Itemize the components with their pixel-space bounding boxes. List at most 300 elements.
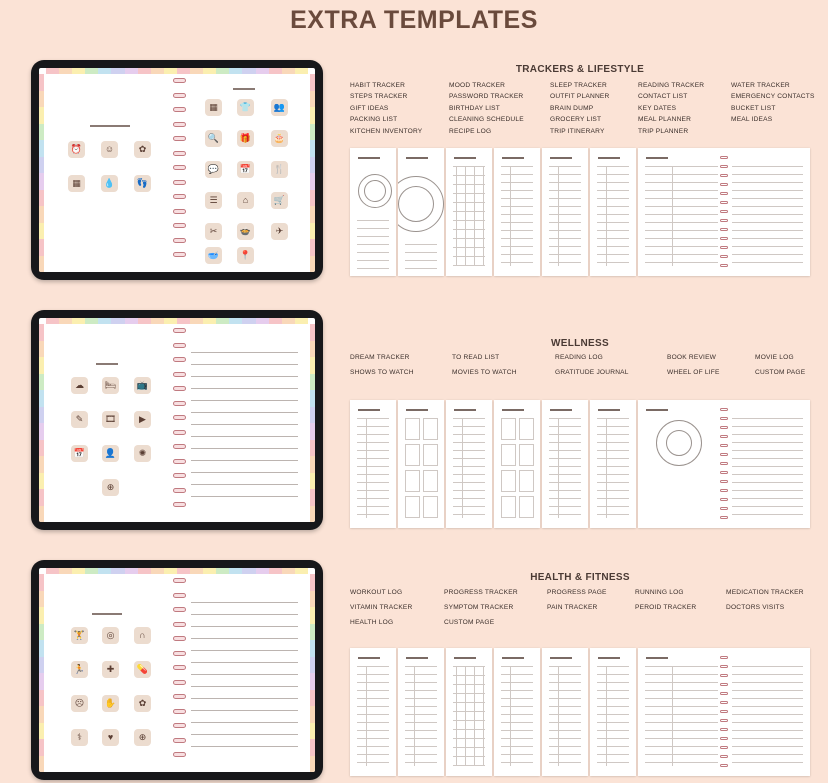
tab-strip[interactable]	[310, 591, 315, 608]
pot-icon[interactable]: 🍲	[237, 223, 254, 240]
thumb-side-tabs	[441, 651, 444, 776]
thumb-line	[732, 762, 803, 763]
template-label: CUSTOM PAGE	[444, 619, 495, 626]
chat-icon[interactable]: 💬	[205, 161, 222, 178]
thumb-ring	[720, 228, 728, 231]
tab-strip[interactable]	[39, 473, 44, 490]
thumb-box	[405, 444, 420, 466]
tab-strip[interactable]	[39, 739, 44, 756]
thumb-box	[423, 496, 438, 518]
thumb-ring	[720, 210, 728, 213]
template-thumbnail[interactable]	[398, 400, 444, 528]
thumb-side-tabs	[446, 651, 449, 776]
tab-strip[interactable]	[256, 68, 269, 74]
tab-strip[interactable]	[39, 673, 44, 690]
tab-strip[interactable]	[310, 256, 315, 273]
tab-strip[interactable]	[310, 440, 315, 457]
thumb-line	[453, 265, 485, 266]
tab-strip[interactable]	[39, 690, 44, 707]
template-thumbnail[interactable]	[590, 400, 636, 528]
tab-strip[interactable]	[39, 74, 44, 91]
wheel-icon[interactable]: ✺	[134, 445, 151, 462]
thumb-column-line	[465, 666, 466, 766]
thumb-line	[453, 175, 485, 176]
tab-strip[interactable]	[164, 68, 177, 74]
thumb-line	[732, 238, 803, 239]
note-line	[191, 687, 298, 699]
tab-strip[interactable]	[39, 190, 44, 207]
thumb-top-tabs	[402, 148, 440, 151]
template-thumbnail[interactable]	[542, 648, 588, 776]
thumb-ring	[720, 156, 728, 159]
tab-strip[interactable]	[310, 74, 315, 91]
thumb-line	[732, 190, 803, 191]
tab-strip[interactable]	[98, 318, 111, 324]
tablet-preview	[31, 60, 323, 280]
tab-strip[interactable]	[39, 440, 44, 457]
thumb-box	[501, 496, 516, 518]
thumb-line	[357, 220, 389, 221]
tablet-preview	[31, 560, 323, 780]
template-thumbnail[interactable]	[590, 648, 636, 776]
tab-strip[interactable]	[39, 107, 44, 124]
cloud-icon[interactable]: ☁	[71, 377, 88, 394]
tab-strip[interactable]	[98, 68, 111, 74]
thumb-line	[645, 230, 718, 231]
thumb-line	[732, 434, 803, 435]
tab-strip[interactable]	[72, 68, 85, 74]
template-label: KITCHEN INVENTORY	[350, 127, 423, 135]
thumb-line	[549, 466, 581, 467]
template-thumbnail[interactable]	[638, 400, 810, 528]
list-icon[interactable]: ☰	[205, 192, 222, 209]
medical-cross-icon[interactable]: ✚	[102, 661, 119, 678]
thumb-side-tabs	[393, 403, 396, 528]
progress-icon[interactable]: ◎	[102, 627, 119, 644]
template-thumbnail[interactable]	[398, 648, 444, 776]
tab-strip[interactable]	[39, 223, 44, 240]
tab-strip[interactable]	[39, 624, 44, 641]
thumb-line	[405, 244, 437, 245]
tab-strip[interactable]	[151, 568, 164, 574]
tab-strip[interactable]	[125, 318, 138, 324]
thumb-line	[732, 198, 803, 199]
tab-strip[interactable]	[46, 68, 59, 74]
tab-strip[interactable]	[282, 68, 295, 74]
thumb-line	[549, 762, 581, 763]
tab-strip[interactable]	[269, 318, 282, 324]
thumb-line	[732, 182, 803, 183]
thumb-line	[549, 746, 581, 747]
section-title: WELLNESS	[551, 338, 609, 349]
note-line	[191, 663, 298, 675]
thumb-column-line	[672, 166, 673, 266]
thumb-column-line	[456, 666, 457, 766]
tab-strip[interactable]	[310, 239, 315, 256]
tab-strip[interactable]	[164, 568, 177, 574]
alarm-clock-icon[interactable]: ⏰	[68, 141, 85, 158]
right-page	[185, 325, 306, 520]
person-icon[interactable]: 👤	[102, 445, 119, 462]
thumb-line	[597, 690, 629, 691]
thumb-line	[501, 682, 533, 683]
left-panel-heading	[92, 613, 122, 615]
tab-strip[interactable]	[125, 568, 138, 574]
tab-strip[interactable]	[310, 673, 315, 690]
tab-strip[interactable]	[310, 423, 315, 440]
thumb-ring	[720, 764, 728, 767]
thumb-line	[453, 490, 485, 491]
tab-strip[interactable]	[310, 124, 315, 141]
tab-strip[interactable]	[310, 506, 315, 523]
thumb-line	[549, 426, 581, 427]
pain-icon[interactable]: ✋	[102, 695, 119, 712]
stethoscope-icon[interactable]: ⚕	[71, 729, 88, 746]
thumb-line	[732, 514, 803, 515]
note-line	[191, 723, 298, 735]
tab-strip[interactable]	[216, 318, 229, 324]
tab-strip[interactable]	[39, 657, 44, 674]
tab-strip[interactable]	[310, 374, 315, 391]
tab-strip[interactable]	[190, 318, 203, 324]
thumb-side-tabs	[494, 403, 497, 528]
tab-strip[interactable]	[125, 68, 138, 74]
tab-strip[interactable]	[310, 574, 315, 591]
tab-strip[interactable]	[203, 68, 216, 74]
tab-strip[interactable]	[59, 568, 72, 574]
tab-strip[interactable]	[39, 640, 44, 657]
tab-strip[interactable]	[46, 568, 59, 574]
thumb-line	[645, 198, 718, 199]
thumb-ring	[720, 480, 728, 483]
dumbbell-icon[interactable]: 🏋	[71, 627, 88, 644]
birthday-icon[interactable]: 🎂	[271, 130, 288, 147]
tab-strip[interactable]	[39, 706, 44, 723]
template-thumbnail[interactable]	[494, 148, 540, 276]
tab-strip[interactable]	[85, 318, 98, 324]
thumb-ring	[720, 710, 728, 713]
note-line	[191, 413, 298, 425]
tab-strip[interactable]	[164, 318, 177, 324]
tab-strip[interactable]	[85, 568, 98, 574]
thumb-line	[357, 746, 389, 747]
tab-strip[interactable]	[39, 239, 44, 256]
tab-strip[interactable]	[138, 318, 151, 324]
tab-strip[interactable]	[242, 68, 255, 74]
tab-strip[interactable]	[39, 723, 44, 740]
thumb-line	[501, 214, 533, 215]
tab-strip[interactable]	[59, 318, 72, 324]
thumb-top-tabs	[498, 400, 536, 403]
thumb-ring	[720, 471, 728, 474]
runner-icon[interactable]: 🏃	[71, 661, 88, 678]
thumb-line	[597, 762, 629, 763]
top-tabs	[46, 318, 308, 324]
tab-strip[interactable]	[177, 568, 190, 574]
plus-icon[interactable]: ⊕	[134, 729, 151, 746]
tab-strip[interactable]	[39, 324, 44, 341]
tab-strip[interactable]	[256, 568, 269, 574]
left-panel-heading	[96, 363, 118, 365]
tab-strip[interactable]	[39, 357, 44, 374]
template-thumbnail[interactable]	[638, 148, 810, 276]
thumb-top-tabs	[594, 400, 632, 403]
shirt-icon[interactable]: 👕	[237, 99, 254, 116]
thumb-line	[357, 450, 389, 451]
tab-strip[interactable]	[98, 568, 111, 574]
template-thumbnail[interactable]	[446, 400, 492, 528]
thumb-line	[645, 730, 718, 731]
tab-strip[interactable]	[39, 256, 44, 273]
side-tabs-right	[310, 74, 315, 272]
section-health-fitness	[0, 560, 828, 780]
tab-strip[interactable]	[39, 157, 44, 174]
bed-icon[interactable]: 🛏	[102, 377, 119, 394]
tab-strip[interactable]	[39, 591, 44, 608]
template-thumbnail[interactable]	[638, 648, 810, 776]
cutlery-icon[interactable]: ✂	[205, 223, 222, 240]
tab-strip[interactable]	[310, 640, 315, 657]
house-icon[interactable]: ⌂	[237, 192, 254, 209]
tab-strip[interactable]	[203, 318, 216, 324]
thumb-title-bar	[454, 409, 476, 411]
template-label: GRATITUDE JOURNAL	[555, 369, 629, 376]
plus-icon[interactable]: ⊕	[102, 479, 119, 496]
tab-strip[interactable]	[269, 568, 282, 574]
contacts-icon[interactable]: 👥	[271, 99, 288, 116]
template-thumbnail[interactable]	[494, 400, 540, 528]
tab-strip[interactable]	[39, 756, 44, 773]
template-thumbnail[interactable]	[542, 400, 588, 528]
tab-strip[interactable]	[310, 473, 315, 490]
box-icon[interactable]: ▦	[68, 175, 85, 192]
tab-strip[interactable]	[310, 756, 315, 773]
tab-strip[interactable]	[39, 407, 44, 424]
template-thumbnail[interactable]	[542, 148, 588, 276]
tab-strip[interactable]	[310, 690, 315, 707]
tab-strip[interactable]	[295, 568, 308, 574]
thumb-line	[645, 174, 718, 175]
tab-strip[interactable]	[310, 190, 315, 207]
thumb-side-tabs	[446, 403, 449, 528]
tab-strip[interactable]	[39, 124, 44, 141]
template-label: VITAMIN TRACKER	[350, 604, 413, 611]
tab-strip[interactable]	[39, 341, 44, 358]
flower-icon[interactable]: ✿	[134, 695, 151, 712]
tab-strip[interactable]	[229, 568, 242, 574]
template-thumbnail[interactable]	[590, 148, 636, 276]
thumb-line	[357, 458, 389, 459]
thumb-side-tabs	[585, 403, 588, 528]
tab-strip[interactable]	[282, 318, 295, 324]
thumb-line	[501, 166, 533, 167]
thumb-line	[453, 466, 485, 467]
thumb-line	[732, 690, 803, 691]
tab-strip[interactable]	[39, 390, 44, 407]
tab-strip[interactable]	[39, 607, 44, 624]
thumb-top-tabs	[402, 400, 440, 403]
tab-strip[interactable]	[39, 91, 44, 108]
template-thumbnail[interactable]	[398, 148, 444, 276]
tab-strip[interactable]	[72, 568, 85, 574]
tab-strip[interactable]	[151, 68, 164, 74]
tab-strip[interactable]	[310, 157, 315, 174]
template-label: CONTACT LIST	[638, 93, 688, 101]
tab-strip[interactable]	[39, 423, 44, 440]
tab-strip[interactable]	[310, 706, 315, 723]
tab-strip[interactable]	[310, 91, 315, 108]
tab-strip[interactable]	[111, 68, 124, 74]
tab-strip[interactable]	[138, 68, 151, 74]
calendar-icon[interactable]: 📅	[237, 161, 254, 178]
tab-strip[interactable]	[310, 173, 315, 190]
calendar-icon[interactable]: 📅	[71, 445, 88, 462]
template-thumbnail[interactable]	[350, 648, 396, 776]
template-label: PEROID TRACKER	[635, 604, 697, 611]
heart-icon[interactable]: ♥	[102, 729, 119, 746]
note-line	[191, 603, 298, 615]
tab-strip[interactable]	[310, 390, 315, 407]
tab-strip[interactable]	[138, 568, 151, 574]
tab-strip[interactable]	[46, 318, 59, 324]
tab-strip[interactable]	[310, 607, 315, 624]
tab-strip[interactable]	[39, 506, 44, 523]
utensils-icon[interactable]: 🍴	[271, 161, 288, 178]
thumb-line	[597, 498, 629, 499]
template-thumbnail[interactable]	[494, 648, 540, 776]
template-label: PACKING LIST	[350, 116, 398, 124]
thumb-side-tabs	[393, 651, 396, 776]
tab-strip[interactable]	[310, 206, 315, 223]
tab-strip[interactable]	[310, 324, 315, 341]
grid-icon[interactable]: ▦	[205, 99, 222, 116]
template-thumbnail[interactable]	[350, 400, 396, 528]
drop-icon[interactable]: 💧	[101, 175, 118, 192]
magnet-icon[interactable]: ∩	[134, 627, 151, 644]
thumb-line	[501, 174, 533, 175]
tab-strip[interactable]	[216, 68, 229, 74]
tab-strip[interactable]	[85, 68, 98, 74]
tab-strip[interactable]	[39, 140, 44, 157]
tab-strip[interactable]	[310, 657, 315, 674]
tab-strip[interactable]	[190, 568, 203, 574]
cart-icon[interactable]: 🛒	[271, 192, 288, 209]
tab-strip[interactable]	[310, 489, 315, 506]
thumb-line	[597, 506, 629, 507]
tab-strip[interactable]	[242, 568, 255, 574]
thumb-line	[597, 714, 629, 715]
thumb-line	[645, 754, 718, 755]
thumb-line	[453, 702, 485, 703]
tab-strip[interactable]	[310, 407, 315, 424]
thumb-line	[453, 738, 485, 739]
tab-strip[interactable]	[282, 568, 295, 574]
tab-strip[interactable]	[72, 318, 85, 324]
thumb-side-tabs	[807, 403, 810, 528]
thumb-top-tabs	[402, 648, 440, 651]
thumb-line	[501, 246, 533, 247]
tab-strip[interactable]	[111, 568, 124, 574]
tab-strip[interactable]	[39, 206, 44, 223]
tab-strip[interactable]	[39, 456, 44, 473]
sad-face-icon[interactable]: ☹	[71, 695, 88, 712]
tab-strip[interactable]	[203, 568, 216, 574]
template-thumbnail[interactable]	[350, 148, 396, 276]
bowl-icon[interactable]: 🥣	[205, 247, 222, 264]
pencil-icon[interactable]: ✎	[71, 411, 88, 428]
thumb-line	[645, 746, 718, 747]
tab-strip[interactable]	[295, 68, 308, 74]
tab-strip[interactable]	[39, 574, 44, 591]
thumb-line	[453, 684, 485, 685]
tab-strip[interactable]	[310, 723, 315, 740]
tab-strip[interactable]	[310, 107, 315, 124]
template-label: OUTFIT PLANNER	[550, 93, 610, 101]
tab-strip[interactable]	[310, 624, 315, 641]
template-thumbnail[interactable]	[446, 148, 492, 276]
gift-icon[interactable]: 🎁	[237, 130, 254, 147]
tab-strip[interactable]	[111, 318, 124, 324]
tab-strip[interactable]	[310, 357, 315, 374]
thumb-ring	[720, 692, 728, 695]
thumb-ring	[720, 183, 728, 186]
tab-strip[interactable]	[39, 173, 44, 190]
tab-strip[interactable]	[310, 140, 315, 157]
tab-strip[interactable]	[295, 318, 308, 324]
tab-strip[interactable]	[310, 739, 315, 756]
thumb-line	[501, 698, 533, 699]
footprints-icon[interactable]: 👣	[134, 175, 151, 192]
smiley-icon[interactable]: ☺	[101, 141, 118, 158]
template-info	[350, 560, 810, 780]
tab-strip[interactable]	[242, 318, 255, 324]
tab-strip[interactable]	[177, 318, 190, 324]
tab-strip[interactable]	[39, 489, 44, 506]
tab-strip[interactable]	[216, 568, 229, 574]
template-label: EMERGENCY CONTACTS	[731, 93, 815, 101]
template-thumbnail[interactable]	[446, 648, 492, 776]
tab-strip[interactable]	[269, 68, 282, 74]
tab-strip[interactable]	[39, 374, 44, 391]
pin-icon[interactable]: 📍	[237, 247, 254, 264]
tab-strip[interactable]	[310, 341, 315, 358]
thumb-side-tabs	[590, 403, 593, 528]
tab-strip[interactable]	[256, 318, 269, 324]
pill-bottle-icon[interactable]: 💊	[134, 661, 151, 678]
tv-icon[interactable]: 📺	[134, 377, 151, 394]
tab-strip[interactable]	[229, 68, 242, 74]
thumb-line	[597, 254, 629, 255]
thumb-line	[405, 682, 437, 683]
tab-strip[interactable]	[310, 223, 315, 240]
brain-icon[interactable]: ✿	[134, 141, 151, 158]
tab-strip[interactable]	[229, 318, 242, 324]
search-icon[interactable]: 🔍	[205, 130, 222, 147]
thumb-line	[549, 698, 581, 699]
tab-strip[interactable]	[59, 68, 72, 74]
tab-strip[interactable]	[177, 68, 190, 74]
thumb-line	[645, 190, 718, 191]
film-icon[interactable]: 🎞	[102, 411, 119, 428]
left-page	[46, 325, 174, 520]
tab-strip[interactable]	[190, 68, 203, 74]
thumb-side-tabs	[350, 403, 353, 528]
airplane-icon[interactable]: ✈	[271, 223, 288, 240]
play-icon[interactable]: ▶	[134, 411, 151, 428]
section-wellness	[0, 310, 828, 530]
tab-strip[interactable]	[151, 318, 164, 324]
tab-strip[interactable]	[310, 456, 315, 473]
